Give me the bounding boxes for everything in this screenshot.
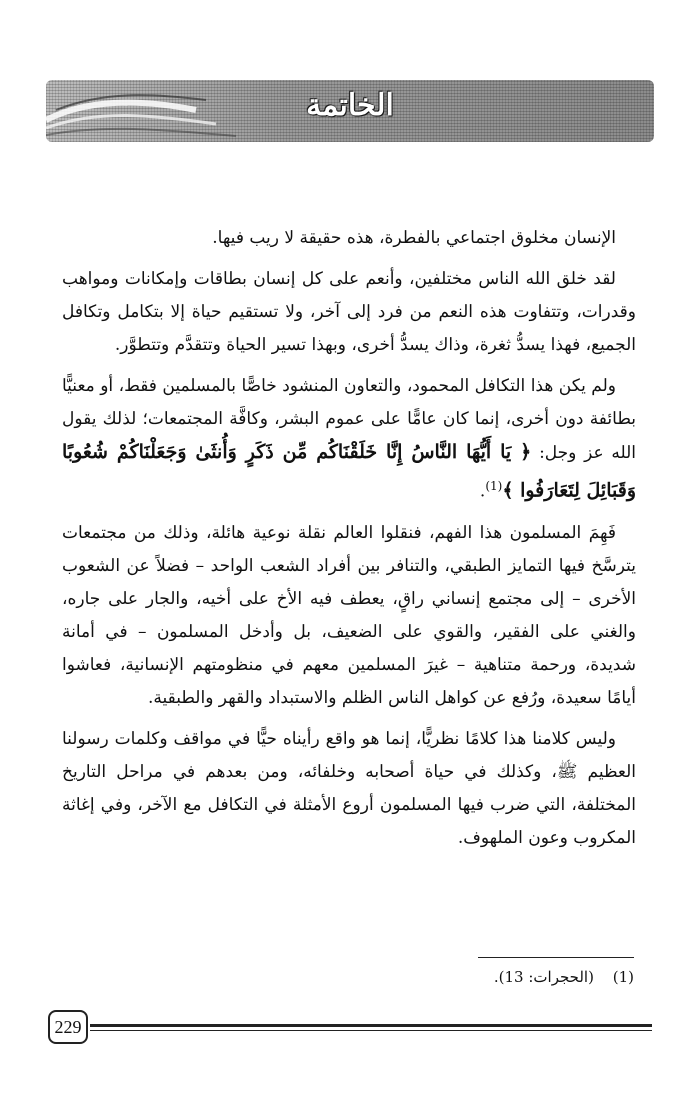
paragraph-4: فَهِمَ المسلمون هذا الفهم، فنقلوا العالم نقلة نوعية هائلة، وذلك من مجتمعات يترسَّخ فيها التمايز الطبقي، والتنافر بين أفراد الشعب الواحد – فضلاً عن الشعوب الأخرى – إلى مجتمع إنساني راقٍ، يعطف فيه الأخ على أخيه، والجار على جاره، والغني على الفقير، والقوي على الضعيف، بل وأدخل المسلمون – في أمانة شديدة، ورحمة متناهية – غيرَ المسلمين معهم في منظومتهم الإنسانية، فعاشوا أيامًا سعيدة، ورُفع عن كواهل الناس الظلم والاستبداد والقهر والطبقية. <box>62 522 636 708</box>
footer-rule <box>90 1024 652 1027</box>
footnote-divider <box>478 957 634 958</box>
chapter-title: الخاتمة <box>306 88 394 123</box>
body-text <box>62 222 636 863</box>
paragraph-1: الإنسان مخلوق اجتماعي بالفطرة، هذه حقيقة لا ريب فيها. <box>212 228 616 248</box>
footer-rule-thin <box>90 1030 652 1031</box>
paragraph-3-text: ولم يكن هذا التكافل المحمود، والتعاون المنشود خاصًّا بالمسلمين فقط، أو معنيًّا بطائفة دون أخرى، إنما كان عامًّا على عموم البشر، وكافَّة المجتمعات؛ لذلك يقول الله عز وجل: <box>62 376 637 463</box>
paragraph-2: لقد خلق الله الناس مختلفين، وأنعم على كل إنسان بطاقات وإمكانات ومواهب وقدرات، وتتفاوت هذه النعم من فرد إلى آخر، ولا تستقيم حياة إلا بتكامل وتكافل الجميع، فهذا يسدُّ ثغرة، وذاك يسدُّ أخرى، وبهذا تسير الحياة وتتقدَّم وتتطوَّر. <box>62 269 636 355</box>
footnote <box>494 965 634 989</box>
footnote-number: (1) <box>612 968 634 986</box>
paragraph-3: ولم يكن هذا التكافل المحمود، والتعاون المنشود خاصًّا بالمسلمين فقط، أو معنيًّا بطائفة دون أخرى، إنما كان عامًّا على عموم البشر، وكافَّة المجتمعات؛ لذلك يقول الله عز وجل: ﴿ يَا أَيُّهَا النَّاسُ إِنَّا خَلَقْنَاكُم مِّن ذَكَرٍ وَأُنثَىٰ وَجَعَلْنَاكُمْ شُعُوبًا وَقَبَائِلَ لِتَعَارَفُوا ﴾$^{(1)}$. <box>62 376 637 502</box>
footnote-text: (الحجرات: 13). <box>493 968 594 986</box>
footnote-reference: (1) <box>485 479 503 493</box>
page-number: 229 <box>48 1010 88 1044</box>
quran-verse: ﴿ يَا أَيُّهَا النَّاسُ إِنَّا خَلَقْنَاكُم مِّن ذَكَرٍ وَأُنثَىٰ وَجَعَلْنَاكُمْ شُعُوبًا وَقَبَائِلَ لِتَعَارَفُوا ﴾ <box>62 441 636 502</box>
chapter-header-band <box>46 80 654 142</box>
paragraph-5: وليس كلامنا هذا كلامًا نظريًّا، إنما هو واقع رأيناه حيًّا في مواقف وكلمات رسولنا العظيم ﷺ، وكذلك في حياة أصحابه وخلفائه، ومن بعدهم في مراحل التاريخ المختلفة، التي ضرب فيها المسلمون أروع الأمثلة في التكافل مع الآخر، وفي إغاثة المكروب وعون الملهوف. <box>62 728 636 848</box>
